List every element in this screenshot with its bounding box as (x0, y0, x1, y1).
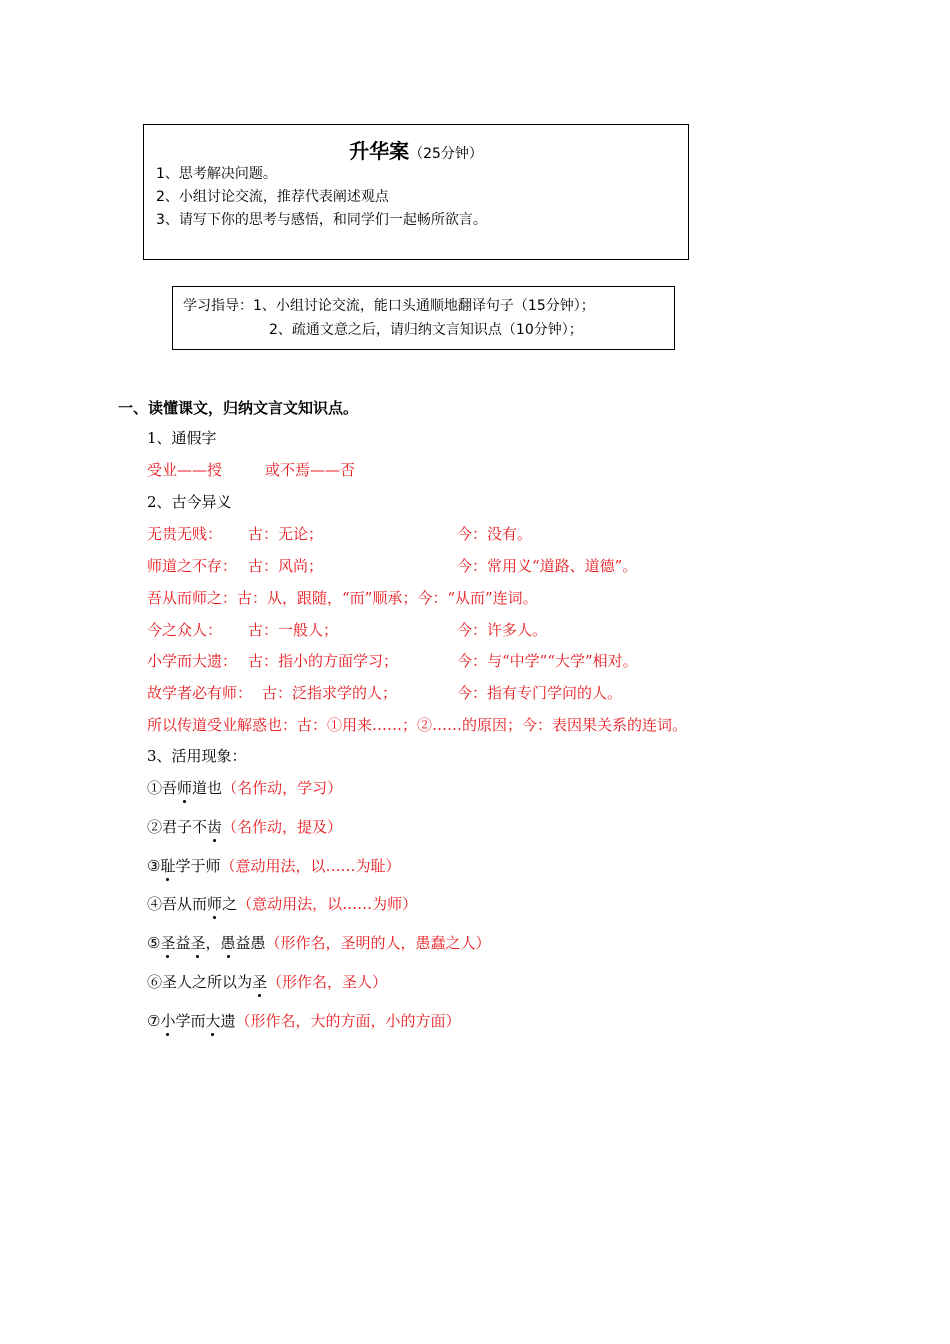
gujin-word: 故学者必有师： (147, 684, 253, 702)
subheading-tongjia: 1、通假字 (147, 429, 217, 447)
study-guide-line-1: 学习指导：1、小组讨论交流，能口头通顺地翻译句子（15分钟）； (183, 298, 595, 314)
gujin-gu: 古：风尚； (248, 557, 324, 575)
box-title-time: （25分钟） (409, 146, 483, 162)
gujin-gu: 古：泛指求学的人； (262, 684, 398, 702)
shenghua-box (143, 124, 689, 260)
tongjia-item: 或不焉——否 (265, 461, 356, 479)
huoyong-item: ⑦小学而大遗（形作名，大的方面，小的方面） (147, 1012, 461, 1030)
box-title (144, 135, 688, 164)
gujin-gu: 古：指小的方面学习； (248, 652, 399, 670)
huoyong-item: ①吾师道也（名作动，学习） (147, 779, 343, 797)
huoyong-item: ④吾从而师之（意动用法，以……为师） (147, 895, 418, 913)
huoyong-item: ⑥圣人之所以为圣（形作名，圣人） (147, 973, 388, 991)
huoyong-item: ⑤圣益圣，愚益愚（形作名，圣明的人，愚蠢之人） (147, 934, 491, 952)
gujin-full: 所以传道受业解惑也：古：①用来……；②……的原因；今：表因果关系的连词。 (147, 716, 688, 734)
gujin-full: 吾从而师之：古：从，跟随，“而”顺承；今：“从而”连词。 (147, 589, 538, 607)
study-guide-box (172, 286, 675, 350)
gujin-word: 小学而大遗： (147, 652, 238, 670)
huoyong-item: ③耻学于师（意动用法，以……为耻） (147, 857, 401, 875)
gujin-jin: 今：许多人。 (457, 621, 548, 639)
box-item: 3、请写下你的思考与感悟，和同学们一起畅所欲言。 (156, 212, 487, 228)
section-heading: 一、读懂课文，归纳文言文知识点。 (118, 399, 359, 417)
gujin-gu: 古：无论； (248, 525, 324, 543)
gujin-word: 今之众人： (147, 621, 223, 639)
study-guide-line-2: 2、疏通文意之后，请归纳文言知识点（10分钟）； (269, 322, 583, 338)
box-item: 1、思考解决问题。 (156, 166, 277, 182)
huoyong-item: ②君子不齿（名作动，提及） (147, 818, 343, 836)
gujin-word: 无贵无贱： (147, 525, 223, 543)
gujin-jin: 今：与“中学”“大学”相对。 (457, 652, 638, 670)
gujin-jin: 今：指有专门学问的人。 (457, 684, 623, 702)
gujin-jin: 今：没有。 (457, 525, 533, 543)
subheading-gujin: 2、古今异义 (147, 493, 232, 511)
box-title-main: 升华案 (349, 139, 410, 163)
gujin-word: 师道之不存： (147, 557, 238, 575)
gujin-jin: 今：常用义“道路、道德”。 (457, 557, 638, 575)
tongjia-item: 受业——授 (147, 461, 223, 479)
box-item: 2、小组讨论交流，推荐代表阐述观点 (156, 189, 389, 205)
subheading-huoyong: 3、活用现象： (147, 747, 247, 765)
gujin-gu: 古：一般人； (248, 621, 339, 639)
